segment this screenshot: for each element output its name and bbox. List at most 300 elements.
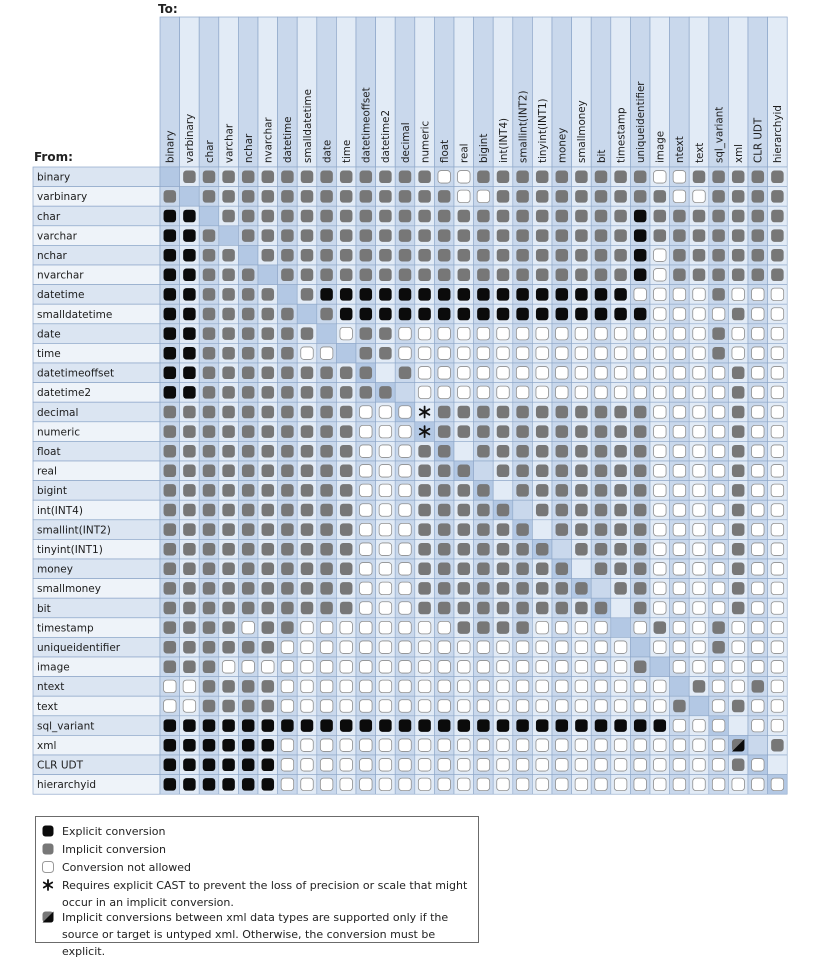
not-allowed-cell [634, 778, 647, 791]
implicit-cell [222, 621, 235, 634]
not-allowed-cell [614, 739, 627, 752]
not-allowed-cell [732, 641, 745, 654]
implicit-cell [320, 425, 333, 438]
implicit-cell [438, 406, 451, 419]
implicit-cell [556, 582, 569, 595]
implicit-cell [477, 425, 490, 438]
implicit-cell [203, 308, 216, 321]
not-allowed-cell [399, 582, 412, 595]
not-allowed-cell [477, 700, 490, 713]
row-label-0: binary [37, 171, 71, 184]
not-allowed-cell [771, 700, 784, 713]
not-allowed-cell [712, 700, 725, 713]
explicit-cell [477, 288, 490, 301]
implicit-cell [516, 425, 529, 438]
implicit-cell [654, 621, 667, 634]
implicit-cell [203, 465, 216, 478]
implicit-cell [203, 484, 216, 497]
implicit-cell [595, 190, 608, 203]
not-allowed-cell [438, 661, 451, 674]
implicit-cell [438, 465, 451, 478]
explicit-cell [634, 229, 647, 242]
explicit-cell [262, 719, 275, 732]
not-allowed-cell [771, 367, 784, 380]
row-label-5: nvarchar [37, 269, 84, 282]
column-label-4: nchar [243, 133, 255, 163]
implicit-cell [516, 190, 529, 203]
not-allowed-cell [712, 386, 725, 399]
implicit-cell [438, 543, 451, 556]
implicit-cell [575, 425, 588, 438]
not-allowed-cell [340, 739, 353, 752]
implicit-cell [281, 367, 294, 380]
implicit-cell [497, 602, 510, 615]
not-allowed-cell [281, 680, 294, 693]
implicit-cell [673, 269, 686, 282]
not-allowed-cell [693, 425, 706, 438]
not-allowed-cell [693, 190, 706, 203]
implicit-cell [516, 210, 529, 223]
row-label-4: nchar [37, 250, 67, 262]
not-allowed-cell [654, 327, 667, 340]
column-label-28: sql_variant [713, 106, 726, 163]
not-allowed-cell [673, 543, 686, 556]
not-allowed-cell [614, 386, 627, 399]
cell-bg [630, 637, 650, 657]
implicit-cell [712, 347, 725, 360]
implicit-cell [320, 406, 333, 419]
implicit-cell [418, 602, 431, 615]
not-allowed-cell [360, 543, 373, 556]
implicit-cell [614, 406, 627, 419]
implicit-cell [242, 308, 255, 321]
not-allowed-cell [654, 739, 667, 752]
not-allowed-cell [693, 327, 706, 340]
not-allowed-cell [654, 465, 667, 478]
not-allowed-cell [556, 700, 569, 713]
column-label-23: timestamp [615, 107, 628, 163]
not-allowed-cell [752, 406, 765, 419]
implicit-cell [458, 563, 471, 576]
implicit-cell [262, 347, 275, 360]
implicit-cell [242, 700, 255, 713]
not-allowed-cell [262, 661, 275, 674]
not-allowed-cell [536, 641, 549, 654]
not-allowed-cell [516, 386, 529, 399]
not-allowed-cell [654, 425, 667, 438]
implicit-cell [752, 269, 765, 282]
not-allowed-cell [418, 386, 431, 399]
implicit-cell [516, 582, 529, 595]
implicit-cell [320, 229, 333, 242]
not-allowed-cell [399, 445, 412, 458]
implicit-cell [752, 249, 765, 262]
implicit-cell [595, 445, 608, 458]
legend-cast-label: Requires explicit CAST to prevent the loss of precision or scale that might occur in an implicit conversion. [62, 879, 468, 909]
implicit-cell [262, 210, 275, 223]
not-allowed-cell [712, 425, 725, 438]
not-allowed-cell [360, 700, 373, 713]
not-allowed-cell [712, 543, 725, 556]
implicit-cell [262, 543, 275, 556]
not-allowed-cell [360, 523, 373, 536]
implicit-cell [673, 249, 686, 262]
column-label-1: varbinary [184, 113, 197, 163]
not-allowed-cell [575, 641, 588, 654]
not-allowed-cell [301, 680, 314, 693]
implicit-cell [164, 661, 177, 674]
not-allowed-cell [497, 700, 510, 713]
not-allowed-cell [673, 563, 686, 576]
not-allowed-cell [360, 582, 373, 595]
not-allowed-cell [693, 308, 706, 321]
implicit-cell [183, 171, 196, 184]
implicit-cell [418, 190, 431, 203]
row-label-12: decimal [37, 406, 79, 419]
not-allowed-cell [693, 523, 706, 536]
implicit-cell [458, 465, 471, 478]
not-allowed-cell [340, 621, 353, 634]
explicit-cell [242, 759, 255, 772]
not-allowed-cell [575, 759, 588, 772]
row-label-3: varchar [37, 230, 77, 243]
implicit-cell [281, 602, 294, 615]
implicit-cell [360, 367, 373, 380]
implicit-cell [222, 700, 235, 713]
implicit-cell [340, 249, 353, 262]
implicit-cell [771, 739, 784, 752]
implicit-cell [203, 680, 216, 693]
implicit-cell [516, 543, 529, 556]
implicit-cell [438, 504, 451, 517]
row-label-28: sql_variant [37, 720, 95, 733]
implicit-cell [418, 582, 431, 595]
not-allowed-cell [516, 661, 529, 674]
not-allowed-cell [320, 739, 333, 752]
not-allowed-cell [340, 680, 353, 693]
not-allowed-cell [497, 641, 510, 654]
not-allowed-cell [477, 327, 490, 340]
implicit-cell [301, 367, 314, 380]
column-label-13: numeric [419, 120, 432, 163]
column-label-25: image [654, 130, 667, 163]
implicit-cell [654, 190, 667, 203]
implicit-cell [320, 602, 333, 615]
explicit-cell [399, 308, 412, 321]
not-allowed-cell [516, 700, 529, 713]
not-allowed-cell [536, 386, 549, 399]
implicit-cell [595, 229, 608, 242]
implicit-cell [242, 425, 255, 438]
not-allowed-cell [712, 445, 725, 458]
implicit-cell [438, 210, 451, 223]
implicit-cell [712, 229, 725, 242]
not-allowed-cell [673, 445, 686, 458]
not-allowed-cell [693, 406, 706, 419]
column-label-19: tinyint(INT1) [537, 98, 549, 163]
implicit-cell [536, 269, 549, 282]
not-allowed-cell [360, 465, 373, 478]
not-allowed-cell [575, 739, 588, 752]
explicit-cell [262, 778, 275, 791]
column-label-22: bit [595, 149, 608, 163]
row-label-8: date [37, 328, 61, 341]
implicit-cell [164, 484, 177, 497]
not-allowed-cell [320, 621, 333, 634]
not-allowed-cell [693, 465, 706, 478]
implicit-cell [575, 465, 588, 478]
not-allowed-cell [438, 759, 451, 772]
implicit-cell [281, 543, 294, 556]
implicit-cell [516, 523, 529, 536]
implicit-cell [164, 563, 177, 576]
not-allowed-cell [693, 661, 706, 674]
implicit-cell [477, 445, 490, 458]
not-allowed-cell [536, 739, 549, 752]
not-allowed-cell [458, 778, 471, 791]
implicit-cell [242, 327, 255, 340]
not-allowed-cell [379, 582, 392, 595]
not-allowed-cell [673, 641, 686, 654]
not-allowed-cell [438, 386, 451, 399]
implicit-cell [458, 269, 471, 282]
not-allowed-cell [712, 739, 725, 752]
implicit-cell [732, 249, 745, 262]
implicit-cell [595, 171, 608, 184]
not-allowed-cell [771, 778, 784, 791]
implicit-cell [281, 327, 294, 340]
implicit-cell [732, 759, 745, 772]
not-allowed-cell [516, 680, 529, 693]
not-allowed-cell [340, 661, 353, 674]
explicit-cell [164, 778, 177, 791]
implicit-cell [281, 269, 294, 282]
not-allowed-cell [301, 739, 314, 752]
not-allowed-cell [575, 680, 588, 693]
not-allowed-cell [575, 661, 588, 674]
implicit-cell [281, 171, 294, 184]
explicit-cell [497, 719, 510, 732]
implicit-cell [222, 465, 235, 478]
row-label-15: real [37, 465, 57, 478]
implicit-cell [222, 171, 235, 184]
not-allowed-cell [379, 445, 392, 458]
explicit-cell [556, 288, 569, 301]
explicit-cell [222, 759, 235, 772]
implicit-cell [301, 484, 314, 497]
implicit-cell [497, 249, 510, 262]
explicit-cell [516, 288, 529, 301]
not-allowed-cell [654, 445, 667, 458]
implicit-cell [164, 641, 177, 654]
implicit-cell [320, 445, 333, 458]
not-allowed-cell [752, 327, 765, 340]
implicit-cell [575, 249, 588, 262]
implicit-cell [183, 582, 196, 595]
implicit-cell [164, 504, 177, 517]
not-allowed-cell [654, 308, 667, 321]
not-allowed-cell [360, 778, 373, 791]
explicit-cell [360, 308, 373, 321]
implicit-cell [222, 680, 235, 693]
not-allowed-cell [771, 563, 784, 576]
implicit-cell [595, 249, 608, 262]
not-allowed-cell [497, 739, 510, 752]
implicit-cell [360, 249, 373, 262]
implicit-cell [340, 210, 353, 223]
implicit-cell [242, 269, 255, 282]
implicit-cell [575, 582, 588, 595]
explicit-cell [164, 229, 177, 242]
implicit-cell [222, 190, 235, 203]
implicit-cell [477, 523, 490, 536]
not-allowed-cell [556, 367, 569, 380]
not-allowed-cell [614, 700, 627, 713]
explicit-cell [222, 778, 235, 791]
implicit-cell [203, 602, 216, 615]
implicit-cell [634, 543, 647, 556]
implicit-cell [281, 582, 294, 595]
not-allowed-cell [575, 347, 588, 360]
not-allowed-cell [360, 484, 373, 497]
explicit-cell [595, 719, 608, 732]
not-allowed-cell [693, 563, 706, 576]
implicit-cell [222, 386, 235, 399]
not-allowed-cell [654, 288, 667, 301]
implicit-cell [595, 484, 608, 497]
not-allowed-cell [752, 465, 765, 478]
implicit-cell [320, 465, 333, 478]
not-allowed-cell [654, 680, 667, 693]
implicit-cell [497, 504, 510, 517]
implicit-cell [340, 523, 353, 536]
explicit-cell [183, 288, 196, 301]
implicit-cell [575, 406, 588, 419]
implicit-cell [379, 327, 392, 340]
not-allowed-cell [634, 386, 647, 399]
not-allowed-cell [360, 641, 373, 654]
cell-bg [219, 226, 239, 246]
implicit-cell [477, 406, 490, 419]
implicit-cell [301, 190, 314, 203]
not-allowed-cell [242, 621, 255, 634]
implicit-cell [242, 680, 255, 693]
implicit-cell [614, 210, 627, 223]
not-allowed-cell [634, 347, 647, 360]
explicit-cell [164, 367, 177, 380]
not-allowed-cell [516, 327, 529, 340]
not-allowed-cell [654, 543, 667, 556]
not-allowed-cell [752, 445, 765, 458]
implicit-cell [673, 229, 686, 242]
implicit-cell [732, 602, 745, 615]
implicit-cell [536, 229, 549, 242]
implicit-cell [203, 190, 216, 203]
not-allowed-cell [477, 759, 490, 772]
explicit-conversion-icon [42, 825, 54, 837]
not-allowed-cell [458, 700, 471, 713]
implicit-cell [477, 621, 490, 634]
implicit-cell [556, 229, 569, 242]
not-allowed-cell [556, 739, 569, 752]
implicit-cell [262, 445, 275, 458]
not-allowed-cell [771, 719, 784, 732]
implicit-cell [712, 171, 725, 184]
implicit-cell [438, 523, 451, 536]
not-allowed-cell [732, 621, 745, 634]
implicit-cell [654, 210, 667, 223]
implicit-cell [203, 425, 216, 438]
implicit-cell [595, 269, 608, 282]
implicit-cell [614, 190, 627, 203]
implicit-cell [614, 249, 627, 262]
cell-bg [572, 559, 592, 579]
legend-not-allowed [42, 859, 472, 876]
implicit-cell [418, 171, 431, 184]
implicit-cell [281, 190, 294, 203]
implicit-cell [203, 367, 216, 380]
not-allowed-cell [399, 327, 412, 340]
implicit-cell [320, 367, 333, 380]
implicit-cell [340, 190, 353, 203]
not-allowed-cell [536, 759, 549, 772]
implicit-cell [595, 210, 608, 223]
not-allowed-cell [595, 759, 608, 772]
not-allowed-cell [771, 327, 784, 340]
implicit-cell [203, 249, 216, 262]
not-allowed-cell [752, 523, 765, 536]
implicit-cell [556, 523, 569, 536]
explicit-cell [360, 288, 373, 301]
implicit-cell [516, 445, 529, 458]
implicit-cell [418, 543, 431, 556]
implicit-cell [634, 661, 647, 674]
implicit-cell [301, 386, 314, 399]
implicit-cell [222, 347, 235, 360]
not-allowed-cell [418, 739, 431, 752]
implicit-cell [320, 523, 333, 536]
legend-xml [42, 909, 472, 960]
implicit-cell [634, 425, 647, 438]
implicit-cell [477, 249, 490, 262]
cell-bg [768, 755, 788, 775]
not-allowed-cell [712, 719, 725, 732]
implicit-cell [458, 523, 471, 536]
not-allowed-cell [399, 641, 412, 654]
not-allowed-cell [556, 759, 569, 772]
not-allowed-cell [654, 778, 667, 791]
implicit-cell [320, 543, 333, 556]
explicit-cell [516, 308, 529, 321]
not-allowed-cell [438, 680, 451, 693]
implicit-cell [614, 445, 627, 458]
implicit-cell [732, 425, 745, 438]
implicit-cell [516, 229, 529, 242]
implicit-cell [242, 171, 255, 184]
implicit-cell [301, 406, 314, 419]
row-label-23: timestamp [37, 622, 94, 635]
not-allowed-cell [477, 641, 490, 654]
not-allowed-cell [693, 602, 706, 615]
implicit-cell [497, 210, 510, 223]
implicit-cell [536, 425, 549, 438]
cell-bg [728, 716, 748, 736]
not-allowed-cell [556, 347, 569, 360]
implicit-cell [497, 582, 510, 595]
not-allowed-cell [575, 367, 588, 380]
implicit-cell [536, 249, 549, 262]
implicit-cell [477, 543, 490, 556]
